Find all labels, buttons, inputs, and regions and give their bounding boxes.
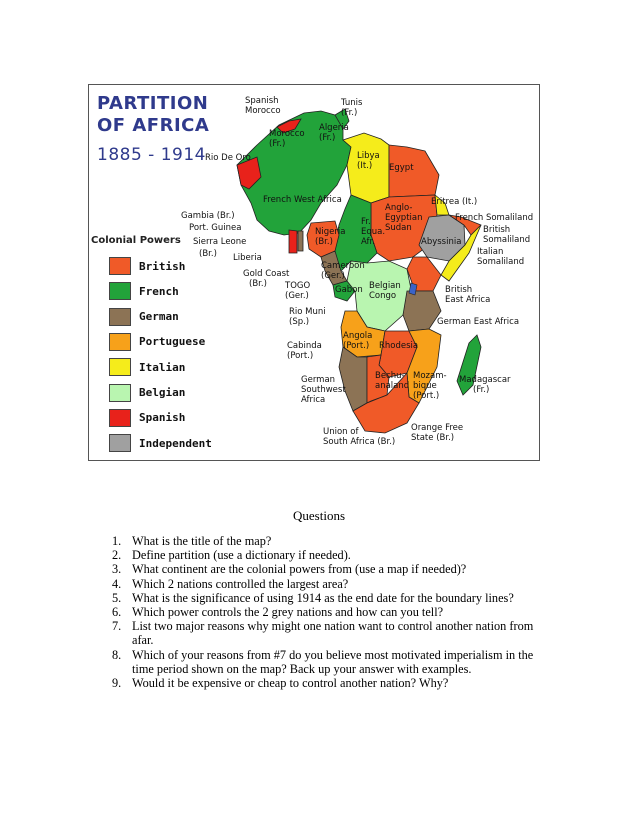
question-item: [112, 605, 552, 619]
question-text: Which power controls the 2 grey nations and how can you tell?: [132, 605, 444, 620]
label-mozambique: Mozam- bique (Port.): [413, 371, 447, 401]
label-madagascar: Madagascar (Fr.): [459, 375, 511, 395]
map-title-line2: OF AFRICA: [97, 115, 210, 136]
legend-item-spanish: [109, 409, 185, 427]
label-cameroon: Cameroon (Ger.): [321, 261, 365, 281]
label-rio-muni: Rio Muni (Sp.): [289, 307, 326, 327]
label-angola: Angola (Port.): [343, 331, 373, 351]
legend-swatch: [109, 384, 131, 402]
question-item: [112, 591, 552, 605]
legend-label: Italian: [139, 360, 186, 374]
question-number: 2.: [112, 548, 122, 563]
region-gold-coast: [289, 230, 297, 253]
label-french-somaliland: French Somaliland: [455, 213, 534, 223]
question-item: [112, 534, 552, 548]
legend-item-british: [109, 257, 185, 275]
label-italian-somaliland: Italian Somaliland: [477, 247, 525, 267]
question-number: 7.: [112, 619, 122, 634]
question-item: [112, 648, 552, 676]
legend-label: German: [139, 310, 179, 324]
legend-label: Independent: [139, 436, 212, 450]
question-item: [112, 619, 552, 647]
question-number: 5.: [112, 590, 122, 605]
label-bechuanaland: Bechu- analand: [375, 371, 410, 391]
label-rhodesia: Rhodesia: [379, 341, 419, 351]
question-item: [112, 577, 552, 591]
question-number: 1.: [112, 534, 122, 548]
legend-label: British: [139, 259, 186, 273]
label-libya: Libya (It.): [357, 151, 380, 171]
label-togo: TOGO (Ger.): [285, 281, 311, 301]
question-text: Which 2 nations controlled the largest area?: [132, 576, 349, 591]
legend-item-belgian: [109, 384, 185, 402]
legend-swatch: [109, 434, 131, 452]
label-anglo-egyptian-sudan: Anglo- Egyptian Sudan: [385, 203, 423, 233]
label-cabinda: Cabinda (Port.): [287, 341, 322, 361]
label-liberia-br: (Br.): [199, 249, 217, 259]
question-number: 4.: [112, 576, 122, 591]
question-text: What continent are the colonial powers from (use a map if needed)?: [132, 562, 467, 577]
label-morocco: Morocco (Fr.): [269, 129, 305, 149]
label-spanish-morocco: Spanish Morocco: [245, 96, 281, 116]
label-gambia: Gambia (Br.): [181, 211, 235, 221]
question-item: [112, 676, 552, 690]
legend-label: Belgian: [139, 386, 186, 399]
label-liberia: Liberia: [233, 253, 262, 263]
question-text: Which of your reasons from #7 do you believe most motivated imperialism in the time period shown on the map? Back up your answer with examples.: [132, 647, 534, 676]
map-title-line1: PARTITION: [97, 93, 209, 114]
question-number: 8.: [112, 647, 122, 662]
label-german-east-africa: German East Africa: [437, 317, 520, 327]
legend-swatch: [109, 333, 131, 351]
questions-list: [112, 534, 552, 690]
label-british-east-africa: British East Africa: [445, 285, 491, 305]
question-text: List two major reasons why might one nation want to control another nation from afar.: [132, 619, 534, 648]
label-german-southwest-africa: German Southwest Africa: [301, 375, 346, 405]
label-gold-coast: Gold Coast (Br.): [243, 269, 290, 289]
label-british-somaliland: British Somaliland: [483, 225, 531, 245]
label-eritrea: Eritrea (It.): [431, 197, 478, 207]
legend-item-french: [109, 282, 179, 300]
legend-label: Portuguese: [139, 335, 206, 349]
question-text: Define partition (use a dictionary if needed).: [132, 548, 351, 563]
legend-swatch: [109, 282, 131, 300]
legend-swatch: [109, 308, 131, 326]
question-item: [112, 562, 552, 576]
legend-item-portuguese: [109, 333, 205, 351]
label-port-guinea: Port. Guinea: [189, 223, 242, 233]
label-sierra-leone: Sierra Leone: [193, 237, 247, 247]
label-gabon: Gabon: [335, 285, 363, 295]
label-french-west-africa: French West Africa: [263, 195, 342, 205]
legend-title: Colonial Powers: [91, 235, 181, 246]
legend-item-italian: [109, 358, 185, 376]
question-number: 6.: [112, 605, 122, 620]
partition-of-africa-map: [88, 84, 540, 461]
legend-label: Spanish: [139, 411, 186, 425]
question-text: Would it be expensive or cheap to control another nation? Why?: [132, 676, 449, 691]
legend-item-independent: [109, 434, 212, 452]
label-nigeria: Nigeria (Br.): [315, 227, 346, 247]
label-belgian-congo: Belgian Congo: [369, 281, 401, 301]
label-egypt: Egypt: [389, 163, 414, 173]
question-text: What is the title of the map?: [132, 534, 272, 548]
map-title-dates: 1885 - 1914: [97, 145, 206, 165]
region-german-east-africa: [403, 291, 441, 331]
legend-swatch: [109, 409, 131, 427]
question-item: [112, 548, 552, 562]
label-union-of-south-africa: Union of South Africa (Br.): [323, 427, 396, 447]
question-number: 9.: [112, 676, 122, 691]
legend-label: French: [139, 284, 179, 298]
legend-swatch: [109, 358, 131, 376]
legend-swatch: [109, 257, 131, 275]
question-text: What is the significance of using 1914 as the end date for the boundary lines?: [132, 590, 514, 605]
label-tunis: Tunis (Fr.): [341, 98, 363, 118]
label-fr-equatorial-africa: Fr. Equa. Afr.: [361, 217, 386, 247]
region-togo: [298, 231, 303, 251]
label-rio-de-oro: Rio De Oro: [205, 153, 251, 163]
label-algeria: Algeria (Fr.): [319, 123, 349, 143]
questions-heading: Questions: [293, 508, 345, 523]
label-abyssinia: Abyssinia: [421, 237, 462, 247]
legend-item-german: [109, 308, 179, 326]
question-number: 3.: [112, 562, 122, 577]
label-orange-free-state: Orange Free State (Br.): [411, 423, 464, 443]
